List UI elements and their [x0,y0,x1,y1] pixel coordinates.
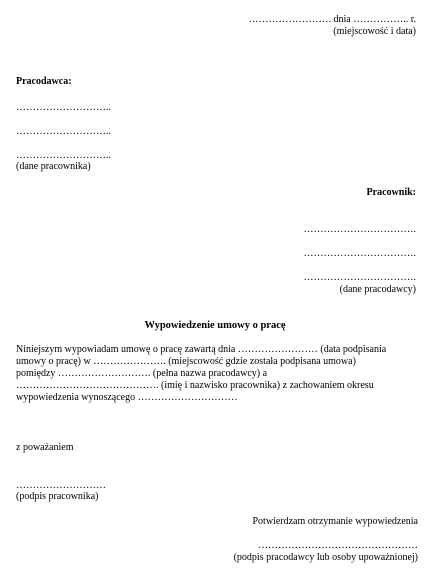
employer-caption: (dane pracownika) [16,161,91,172]
body-line: umowy o pracę) w …………………. (miejscowość gdzie została podpisana umowa) [16,356,356,367]
body-line: Niniejszym wypowiadam umowę o pracę zawartą dnia …………………… (data podpisania [16,344,387,355]
body-line: pomiędzy ………………………. (pełna nazwa pracodawcy) a [16,368,268,379]
employer-line-1: ……………………….. [16,102,111,113]
employer-line-2: ……………………….. [16,126,111,137]
document-title: Wypowiedzenie umowy o pracę [144,320,286,331]
place-date-line: ……………………. dnia …………….. r. [248,14,416,25]
employee-line-1: ……………………………. [303,224,416,235]
body-line: wypowiedzenia wynoszącego ………………………… [16,392,238,403]
place-date-caption: (miejscowość i data) [333,26,416,37]
receipt-signature-line: ………………………………………… [258,540,418,551]
receipt-signature-caption: (podpis pracodawcy lub osoby upoważnionej) [233,552,418,563]
employee-heading: Pracownik: [366,187,416,198]
employer-line-3: ……………………….. [16,150,111,161]
employee-signature-caption: (podpis pracownika) [16,491,99,502]
employee-line-3: ……………………………. [303,272,416,283]
employer-heading: Pracodawca: [16,76,72,87]
employee-line-2: ……………………………. [303,248,416,259]
body-line: ……………………………………. (imię i nazwisko pracownika) z zachowaniem okresu [16,380,374,391]
employee-caption: (dane pracodawcy) [339,284,416,295]
receipt-confirmation: Potwierdzam otrzymanie wypowiedzenia [252,516,418,527]
regards-text: z poważaniem [16,442,74,453]
employee-signature-line: ……………………… [16,480,106,491]
document-body [16,344,416,404]
